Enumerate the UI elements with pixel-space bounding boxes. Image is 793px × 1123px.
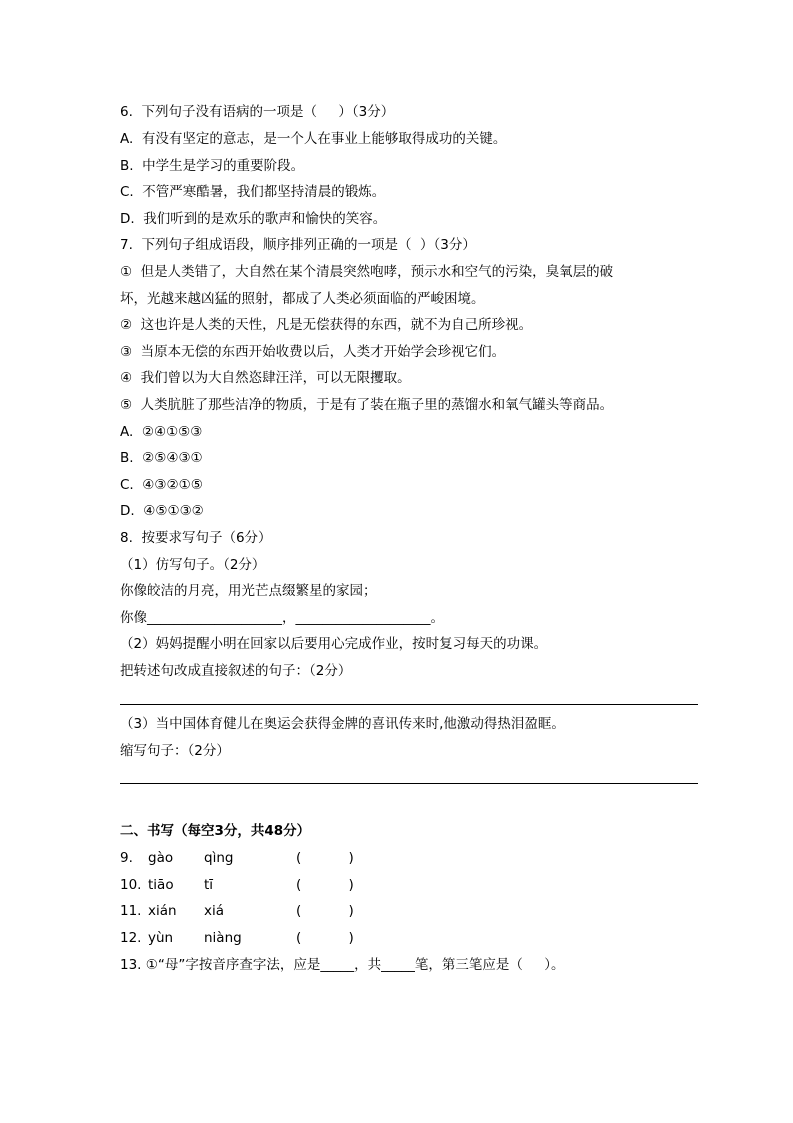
q8-part1-example: 你像皎洁的月亮，用光芒点缀繁星的家园； <box>120 583 377 599</box>
pinyin-item <box>120 902 354 920</box>
q7-sentence-2: ② 这也许是人类的天性，凡是无偿获得的东西，就不为自己所珍视。 <box>120 317 533 333</box>
pinyin-b: niàng <box>204 930 242 946</box>
q7-option-a: A. ②④①⑤③ <box>120 424 203 440</box>
pinyin-b: qìng <box>204 850 234 866</box>
q7-sentence-5: ⑤ 人类肮脏了那些洁净的物质，于是有了装在瓶子里的蒸馏水和氧气罐头等商品。 <box>120 397 614 413</box>
q8-part1-blank: 你像____________________，____________________。 <box>120 610 444 626</box>
pinyin-item <box>120 876 354 894</box>
pinyin-a: yùn <box>148 930 174 946</box>
q6-option-b: B. 中学生是学习的重要阶段。 <box>120 158 305 174</box>
item-number: 12. <box>120 930 142 946</box>
q7-sentence-4: ④ 我们曾以为大自然恣肆汪洋，可以无限攫取。 <box>120 370 411 386</box>
pinyin-item <box>120 849 354 867</box>
pinyin-a: xián <box>148 903 177 919</box>
q8-part2-instruction: 把转述句改成直接叙述的句子：（2分） <box>120 663 352 679</box>
q13-text: 13. ①“母”字按音序查字法，应是_____，共_____笔，第三笔应是（ ）。 <box>120 957 565 973</box>
q8-part3-title: （3）当中国体育健儿在奥运会获得金牌的喜讯传来时,他激动得热泪盈眶。 <box>120 716 565 732</box>
q6-option-d: D. 我们听到的是欢乐的歌声和愉快的笑容。 <box>120 211 387 227</box>
pinyin-b: xiá <box>204 903 225 919</box>
pinyin-a: gào <box>148 850 174 866</box>
answer-paren: ( ) <box>296 877 354 893</box>
q6-option-c: C. 不管严寒酷暑，我们都坚持清晨的锻炼。 <box>120 184 386 200</box>
q8-part1-title: （1）仿写句子。（2分） <box>120 557 266 573</box>
q6-option-a: A. 有没有坚定的意志，是一个人在事业上能够取得成功的关键。 <box>120 131 507 147</box>
pinyin-a: tiāo <box>148 877 174 893</box>
q8-part3-answer-line <box>120 783 698 784</box>
q7-option-b: B. ②⑤④③① <box>120 450 203 466</box>
q8-part2-title: （2）妈妈提醒小明在回家以后要用心完成作业，按时复习每天的功课。 <box>120 636 548 652</box>
q8-stem: 8. 按要求写句子（6分） <box>120 530 272 546</box>
item-number: 11. <box>120 903 142 919</box>
q7-sentence-1: ① 但是人类错了，大自然在某个清晨突然咆哮，预示水和空气的污染，臭氧层的破 <box>120 264 614 280</box>
q6-stem: 6. 下列句子没有语病的一项是（ ）（3分） <box>120 104 395 120</box>
q8-part2-answer-line <box>120 704 698 705</box>
item-number: 10. <box>120 877 142 893</box>
pinyin-b: tī <box>204 877 214 893</box>
q7-stem: 7. 下列句子组成语段，顺序排列正确的一项是（ ）（3分） <box>120 237 476 253</box>
q7-sentence-3: ③ 当原本无偿的东西开始收费以后，人类才开始学会珍视它们。 <box>120 344 506 360</box>
item-number: 9. <box>120 850 133 866</box>
q7-option-d: D. ④⑤①③② <box>120 503 204 519</box>
q7-option-c: C. ④③②①⑤ <box>120 477 203 493</box>
pinyin-item <box>120 929 354 947</box>
q8-part3-instruction: 缩写句子：（2分） <box>120 743 230 759</box>
section2-heading: 二、书写（每空3分，共48分） <box>120 823 311 839</box>
answer-paren: ( ) <box>296 850 354 866</box>
answer-paren: ( ) <box>296 930 354 946</box>
q7-sentence-1-cont: 坏，光越来越凶猛的照射，都成了人类必须面临的严峻困境。 <box>120 291 485 307</box>
answer-paren: ( ) <box>296 903 354 919</box>
